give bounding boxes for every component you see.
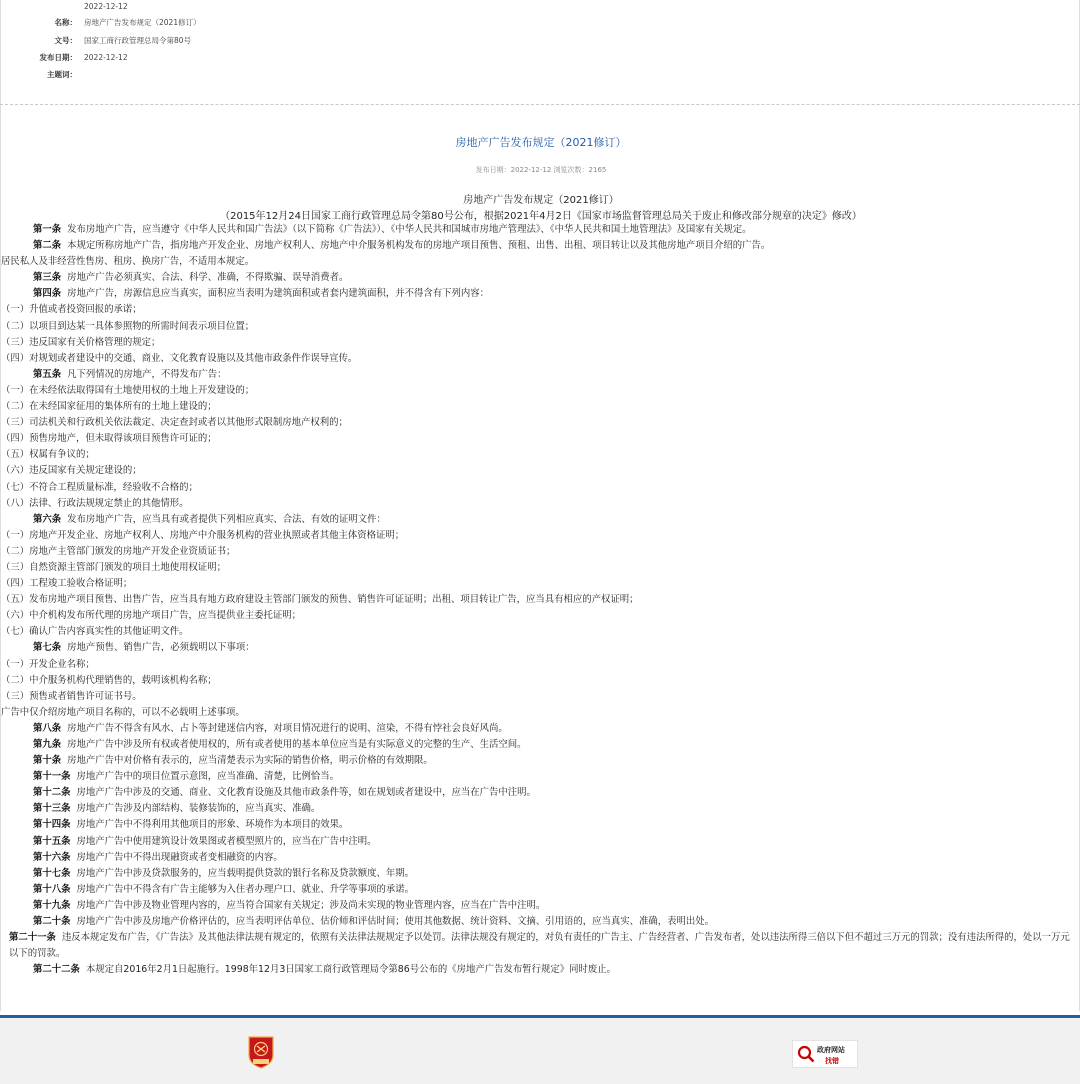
clause-text: 房地产广告中涉及房地产价格评估的，应当表明评估单位、估价师和评估时间；使用其他数据、统计资料、文摘、引用语的，应当真实、准确，表明出处。 [76,916,715,928]
meta-label: 名称： [54,18,77,27]
clause-line [1,624,1073,640]
clause-text: 房地产广告中涉及物业管理内容的，应当符合国家有关规定；涉及尚未实现的物业管理内容，应当在广告中注明。 [76,899,546,911]
clause-text: （一）开发企业名称； [1,658,95,670]
article-clause [33,914,1073,930]
meta-row-name [1,16,1080,30]
clause-number: 第八条 [33,722,62,734]
clause-text: （四）工程竣工验收合格证明； [1,578,133,590]
article-clause [33,898,1073,914]
article-clause [33,512,1073,528]
meta-row-subject [1,68,1080,82]
clause-text: （六）中介机构发布所代理的房地产项目广告，应当提供业主委托证明； [1,610,302,622]
clause-text: （三）预售或者销售许可证书号。 [1,690,142,702]
clause-text: 房地产广告中不得利用其他项目的形象、环境作为本项目的效果。 [76,819,349,831]
article-clause [33,866,1073,882]
clause-number: 第九条 [33,739,62,750]
clause-text: 房地产广告必须真实、合法、科学、准确，不得欺骗、误导消费者。 [67,272,349,284]
clause-line [1,319,1073,335]
clause-number: 第二十条 [33,916,71,928]
article-clause [33,721,1073,737]
article-clause [33,367,1073,383]
clause-number: 第十一条 [33,771,71,783]
clause-text: （一）升值或者投资回报的承诺； [1,304,142,316]
clause-number: 第二十一条 [9,932,56,944]
clause-number: 第十二条 [33,787,71,799]
clause-text: 房地产广告中使用建筑设计效果图或者模型照片的，应当在广告中注明。 [76,835,377,847]
article-title: 房地产广告发布规定（2021修订） [455,136,627,149]
report-error-line2: 找错 [825,1057,839,1065]
article-body [1,222,1073,978]
clause-line [1,544,1073,560]
article-clause [33,834,1073,850]
clause-number: 第六条 [33,513,62,525]
clause-text: （五）发布房地产项目预售、出售广告，应当具有地方政府建设主管部门颁发的预售、销售许可证证明；出租、项目转让广告，应当具有相应的产权证明； [1,594,639,606]
clause-number: 第五条 [33,368,62,380]
page-footer [0,1015,1080,1084]
clause-text: （七）确认广告内容真实性的其他证明文件。 [1,626,189,638]
clause-line [1,463,1073,479]
meta-value: 2022-12-12 [84,53,128,62]
article-clause [33,238,1073,254]
meta-label: 主题词： [47,70,77,79]
clause-text: 房地产广告中不得含有广告主能够为入住者办理户口、就业、升学等事项的承诺。 [76,883,415,895]
clause-text: 违反本规定发布广告，《广告法》及其他法律法规有规定的，依照有关法律法规规定予以处罚。法律法规没有规定的，对负有责任的广告主、广告经营者、广告发布者，处以违法所得三倍以下但不超过三万元的罚款；没有违法所得的，处以一万元以下的罚款。 [9,932,1070,960]
clause-number: 第十八条 [33,883,71,895]
publish-info: 发布日期：2022-12-12 浏览次数：2165 [475,166,607,174]
clause-line [1,480,1073,496]
clause-text: （二）在未经国家征用的集体所有的土地上建设的； [1,401,217,413]
article-clause [33,222,1073,238]
clause-line [1,528,1073,544]
clause-number: 第七条 [33,642,62,654]
clause-text: 房地产广告中涉及的交通、商业、文化教育设施及其他市政条件等，如在规划或者建设中，应当在广告中注明。 [76,787,536,799]
clause-text: （四）预售房地产，但未取得该项目预售许可证的； [1,433,217,445]
clause-line [1,399,1073,415]
clause-text: 发布房地产广告，应当具有或者提供下列相应真实、合法、有效的证明文件： [67,513,386,525]
clause-line [1,657,1073,673]
article-subtitle: 房地产广告发布规定（2021修订） [463,195,619,206]
clause-number: 第二十二条 [33,964,80,976]
article-clause [9,930,1073,962]
meta-label: 文号： [54,36,77,45]
clause-number: 第十六条 [33,851,71,863]
clause-text: （六）违反国家有关规定建设的； [1,465,142,477]
article-clause [33,882,1073,898]
clause-text: 凡下列情况的房地产，不得发布广告： [67,368,227,380]
clause-number: 第三条 [33,272,62,284]
article-clause [33,850,1073,866]
clause-line [1,560,1073,576]
clause-text: 居民私人及非经营性售房、租房、换房广告，不适用本规定。 [1,256,255,268]
meta-value: 房地产广告发布规定（2021修订） [84,18,201,27]
meta-label: 发布日期： [39,53,77,62]
article-clause [33,737,1073,753]
meta-row-publish-date [1,51,1080,65]
clause-line [1,254,1073,270]
clause-line [1,447,1073,463]
clause-number: 第十九条 [33,899,71,911]
report-error-link[interactable] [792,1040,858,1068]
clause-line [1,608,1073,624]
clause-text: （七）不符合工程质量标准，经验收不合格的； [1,481,198,493]
clause-text: （四）对规划或者建设中的交通、商业、文化教育设施以及其他市政条件作误导宣传。 [1,352,358,364]
clause-text: 房地产广告中涉及贷款服务的，应当载明提供贷款的银行名称及贷款额度、年期。 [76,867,415,879]
clause-text: （二）房地产主管部门颁发的房地产开发企业资质证书； [1,545,236,557]
article-clause [33,801,1073,817]
clause-number: 第二条 [33,240,62,252]
clause-text: 房地产广告中不得出现融资或者变相融资的内容。 [76,851,283,863]
clause-text: 发布房地产广告，应当遵守《中华人民共和国广告法》（以下简称《广告法》）、《中华人民共和国城市房地产管理法》、《中华人民共和国土地管理法》及国家有关规定。 [67,224,752,235]
clause-text: （二）中介服务机构代理销售的，载明该机构名称； [1,674,217,686]
article-clause [33,640,1073,656]
magnifier-icon [797,1045,815,1063]
clause-text: 房地产广告不得含有风水、占卜等封建迷信内容，对项目情况进行的说明、渲染，不得有悖社会良好风尚。 [67,722,508,734]
clause-text: 房地产广告中涉及所有权或者使用权的，所有或者使用的基本单位应当是有实际意义的完整的生产、生活空间。 [67,739,527,750]
clause-line [1,576,1073,592]
clause-text: 本规定自2016年2月1日起施行。1998年12月3日国家工商行政管理局令第86号公布的《房地产广告发布暂行规定》同时废止。 [85,964,616,976]
article-revision-note: （2015年12月24日国家工商行政管理总局令第80号公布，根据2021年4月2日《国家市场监督管理总局关于废止和修改部分规章的决定》修改） [220,211,862,222]
clause-number: 第一条 [33,224,62,235]
clause-line [1,415,1073,431]
clause-line [1,302,1073,318]
clause-text: 房地产预售、销售广告，必须载明以下事项： [67,642,255,654]
report-error-line1: 政府网站 [817,1046,845,1054]
clause-line [1,496,1073,512]
article-clause [33,270,1073,286]
article-clause [33,785,1073,801]
clause-text: （一）在未经依法取得国有土地使用权的土地上开发建设的； [1,384,255,396]
clause-text: （一）房地产开发企业、房地产权利人、房地产中介服务机构的营业执照或者其他主体资格证明； [1,529,405,541]
clause-text: 房地产广告中对价格有表示的，应当清楚表示为实际的销售价格，明示价格的有效期限。 [67,755,433,767]
clause-number: 第十三条 [33,803,71,815]
clause-text: （三）自然资源主管部门颁发的项目土地使用权证明； [1,561,227,573]
article-clause [33,753,1073,769]
clause-line [1,689,1073,705]
clause-number: 第十七条 [33,867,71,879]
clause-number: 第四条 [33,288,62,300]
party-emblem-icon[interactable] [246,1035,276,1069]
article-clause [33,817,1073,833]
clause-line [1,383,1073,399]
clause-text: （五）权属有争议的； [1,449,95,461]
clause-text: 房地产广告中的项目位置示意图，应当准确、清楚，比例恰当。 [76,771,340,783]
clause-number: 第十四条 [33,819,71,831]
clause-text: 本规定所称房地产广告，指房地产开发企业、房地产权利人、房地产中介服务机构发布的房地产项目预售、预租、出售、出租、项目转让以及其他房地产项目介绍的广告。 [67,240,771,252]
clause-text: 广告中仅介绍房地产项目名称的，可以不必载明上述事项。 [1,706,245,718]
clause-text: （三）违反国家有关价格管理的规定； [1,336,161,348]
article-clause [33,769,1073,785]
article-content [0,105,1080,1011]
meta-row-doc-no [1,34,1080,48]
clause-text: （三）司法机关和行政机关依法裁定、决定查封或者以其他形式限制房地产权利的； [1,417,348,429]
article-clause [33,286,1073,302]
clause-text: （二）以项目到达某一具体参照物的所需时间表示项目位置； [1,320,255,332]
document-metadata [0,0,1080,104]
clause-line [1,592,1073,608]
clause-line [1,705,1073,721]
clause-line [1,431,1073,447]
clause-line [1,335,1073,351]
clause-number: 第十条 [33,755,62,767]
clause-text: （八）法律、行政法规规定禁止的其他情形。 [1,497,189,509]
article-clause [33,962,1073,978]
meta-value: 国家工商行政管理总局令第80号 [84,36,192,45]
clause-line [1,351,1073,367]
clause-number: 第十五条 [33,835,71,847]
meta-value: 2022-12-12 [84,2,128,11]
clause-text: 房地产广告，房源信息应当真实，面积应当表明为建筑面积或者套内建筑面积，并不得含有下列内容： [67,288,490,300]
clause-line [1,673,1073,689]
clause-text: 房地产广告涉及内部结构、装修装饰的，应当真实、准确。 [76,803,321,815]
